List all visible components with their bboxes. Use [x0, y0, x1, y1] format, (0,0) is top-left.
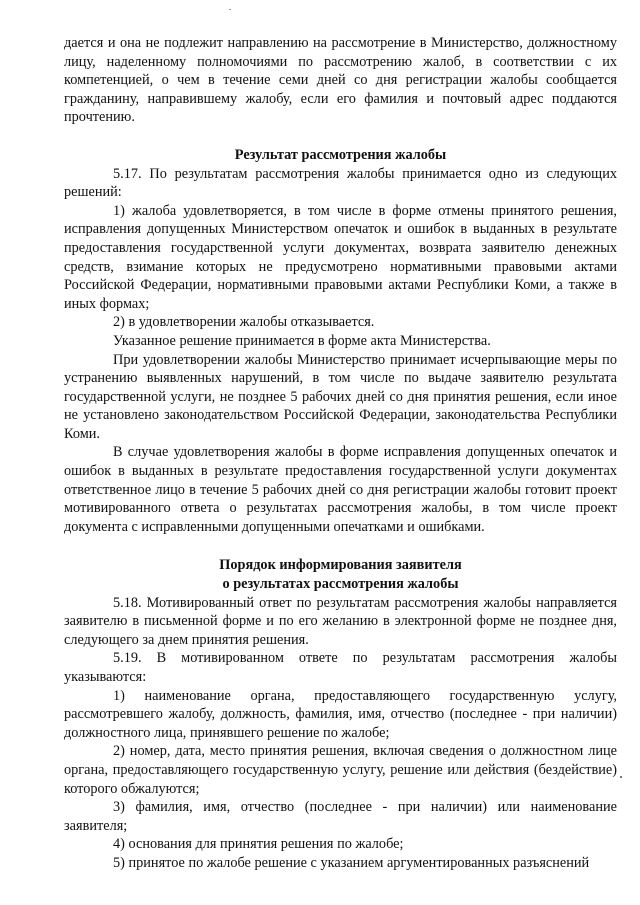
paragraph-corrections: В случае удовлетворения жалобы в форме исправления допущенных опечаток и ошибок в выданных в результате предоставления государственной услуги документах ответственное лицо в течение 5 рабочих дней со дня регистрации жалобы готовит проект мотивированного ответа о результатах рассмотрения жалобы, в том числе проект документа с исправленными допущенными опечатками и ошибками. — [64, 444, 617, 535]
paragraph-measures: При удовлетворении жалобы Министерство принимает исчерпывающие меры по устранению выявленных нарушений, в том числе по выдаче заявителю результата государственной услуги, не позднее 5 рабочих дней со дня принятия решения, если иное не установлено законодательством Российской Федерации, законодательства Республики Коми. — [64, 351, 617, 442]
list-item-answer-5: 5) принятое по жалобе решение с указанием аргументированных разъяснений — [113, 854, 590, 871]
paragraph-5-19: 5.19. В мотивированном ответе по результатам рассмотрения жалобы указываются: — [64, 650, 617, 685]
heading-inform-line-2: о результатах рассмотрения жалобы — [222, 576, 459, 593]
list-item-result-1: 1) жалоба удовлетворяется, в том числе в форме отмены принятого решения, исправления допущенных Министерством опечаток и ошибок в выданных в результате предоставления государственной услуги документах, возврата заявителю денежных средств, взимание которых не предусмотрено нормативными правовыми актами Российской Федерации, нормативными правовыми актами Республики Коми, а также в иных формах; — [64, 202, 617, 312]
list-item-answer-1: 1) наименование органа, предоставляющего государственную услугу, рассмотревшего жалобу, должность, фамилия, имя, отчество (последнее - при наличии) должностного лица, принявшего решение по жалобе; — [64, 687, 617, 741]
list-item-result-2: 2) в удовлетворении жалобы отказывается. — [113, 314, 375, 331]
list-item-answer-3: 3) фамилия, имя, отчество (последнее - при наличии) или наименование заявителя; — [64, 799, 617, 834]
heading-inform-line-1: Порядок информирования заявителя — [219, 557, 462, 574]
intro-paragraph: дается и она не подлежит направлению на рассмотрение в Министерство, должностному лицу, наделенному полномочиями по рассмотрению жалоб, в соответствии с их компетенцией, о чем в течение семи дней со дня регистрации жалобы сообщается гражданину, направившему жалобу, если его фамилия и почтовый адрес поддаются прочтению. — [64, 35, 617, 126]
scan-speck — [229, 9, 231, 10]
list-item-answer-4: 4) основания для принятия решения по жалобе; — [113, 836, 404, 853]
list-item-answer-2: 2) номер, дата, место принятия решения, включая сведения о должностном лице органа, предоставляющего государственную услугу, решение или действия (бездействие) которого обжалуются; — [64, 743, 617, 797]
paragraph-5-17: 5.17. По результатам рассмотрения жалобы принимается одно из следующих решений: — [64, 165, 617, 201]
paragraph-decision-form: Указанное решение принимается в форме акта Министерства. — [113, 332, 491, 349]
heading-complaint-result: Результат рассмотрения жалобы — [234, 146, 447, 163]
document-body — [64, 34, 617, 873]
paragraph-5-18: 5.18. Мотивированный ответ по результатам рассмотрения жалобы направляется заявителю в письменной форме и по его желанию в электронной форме не позднее дня, следующего за днем принятия решения. — [64, 594, 617, 648]
scan-speck-margin — [620, 776, 622, 778]
